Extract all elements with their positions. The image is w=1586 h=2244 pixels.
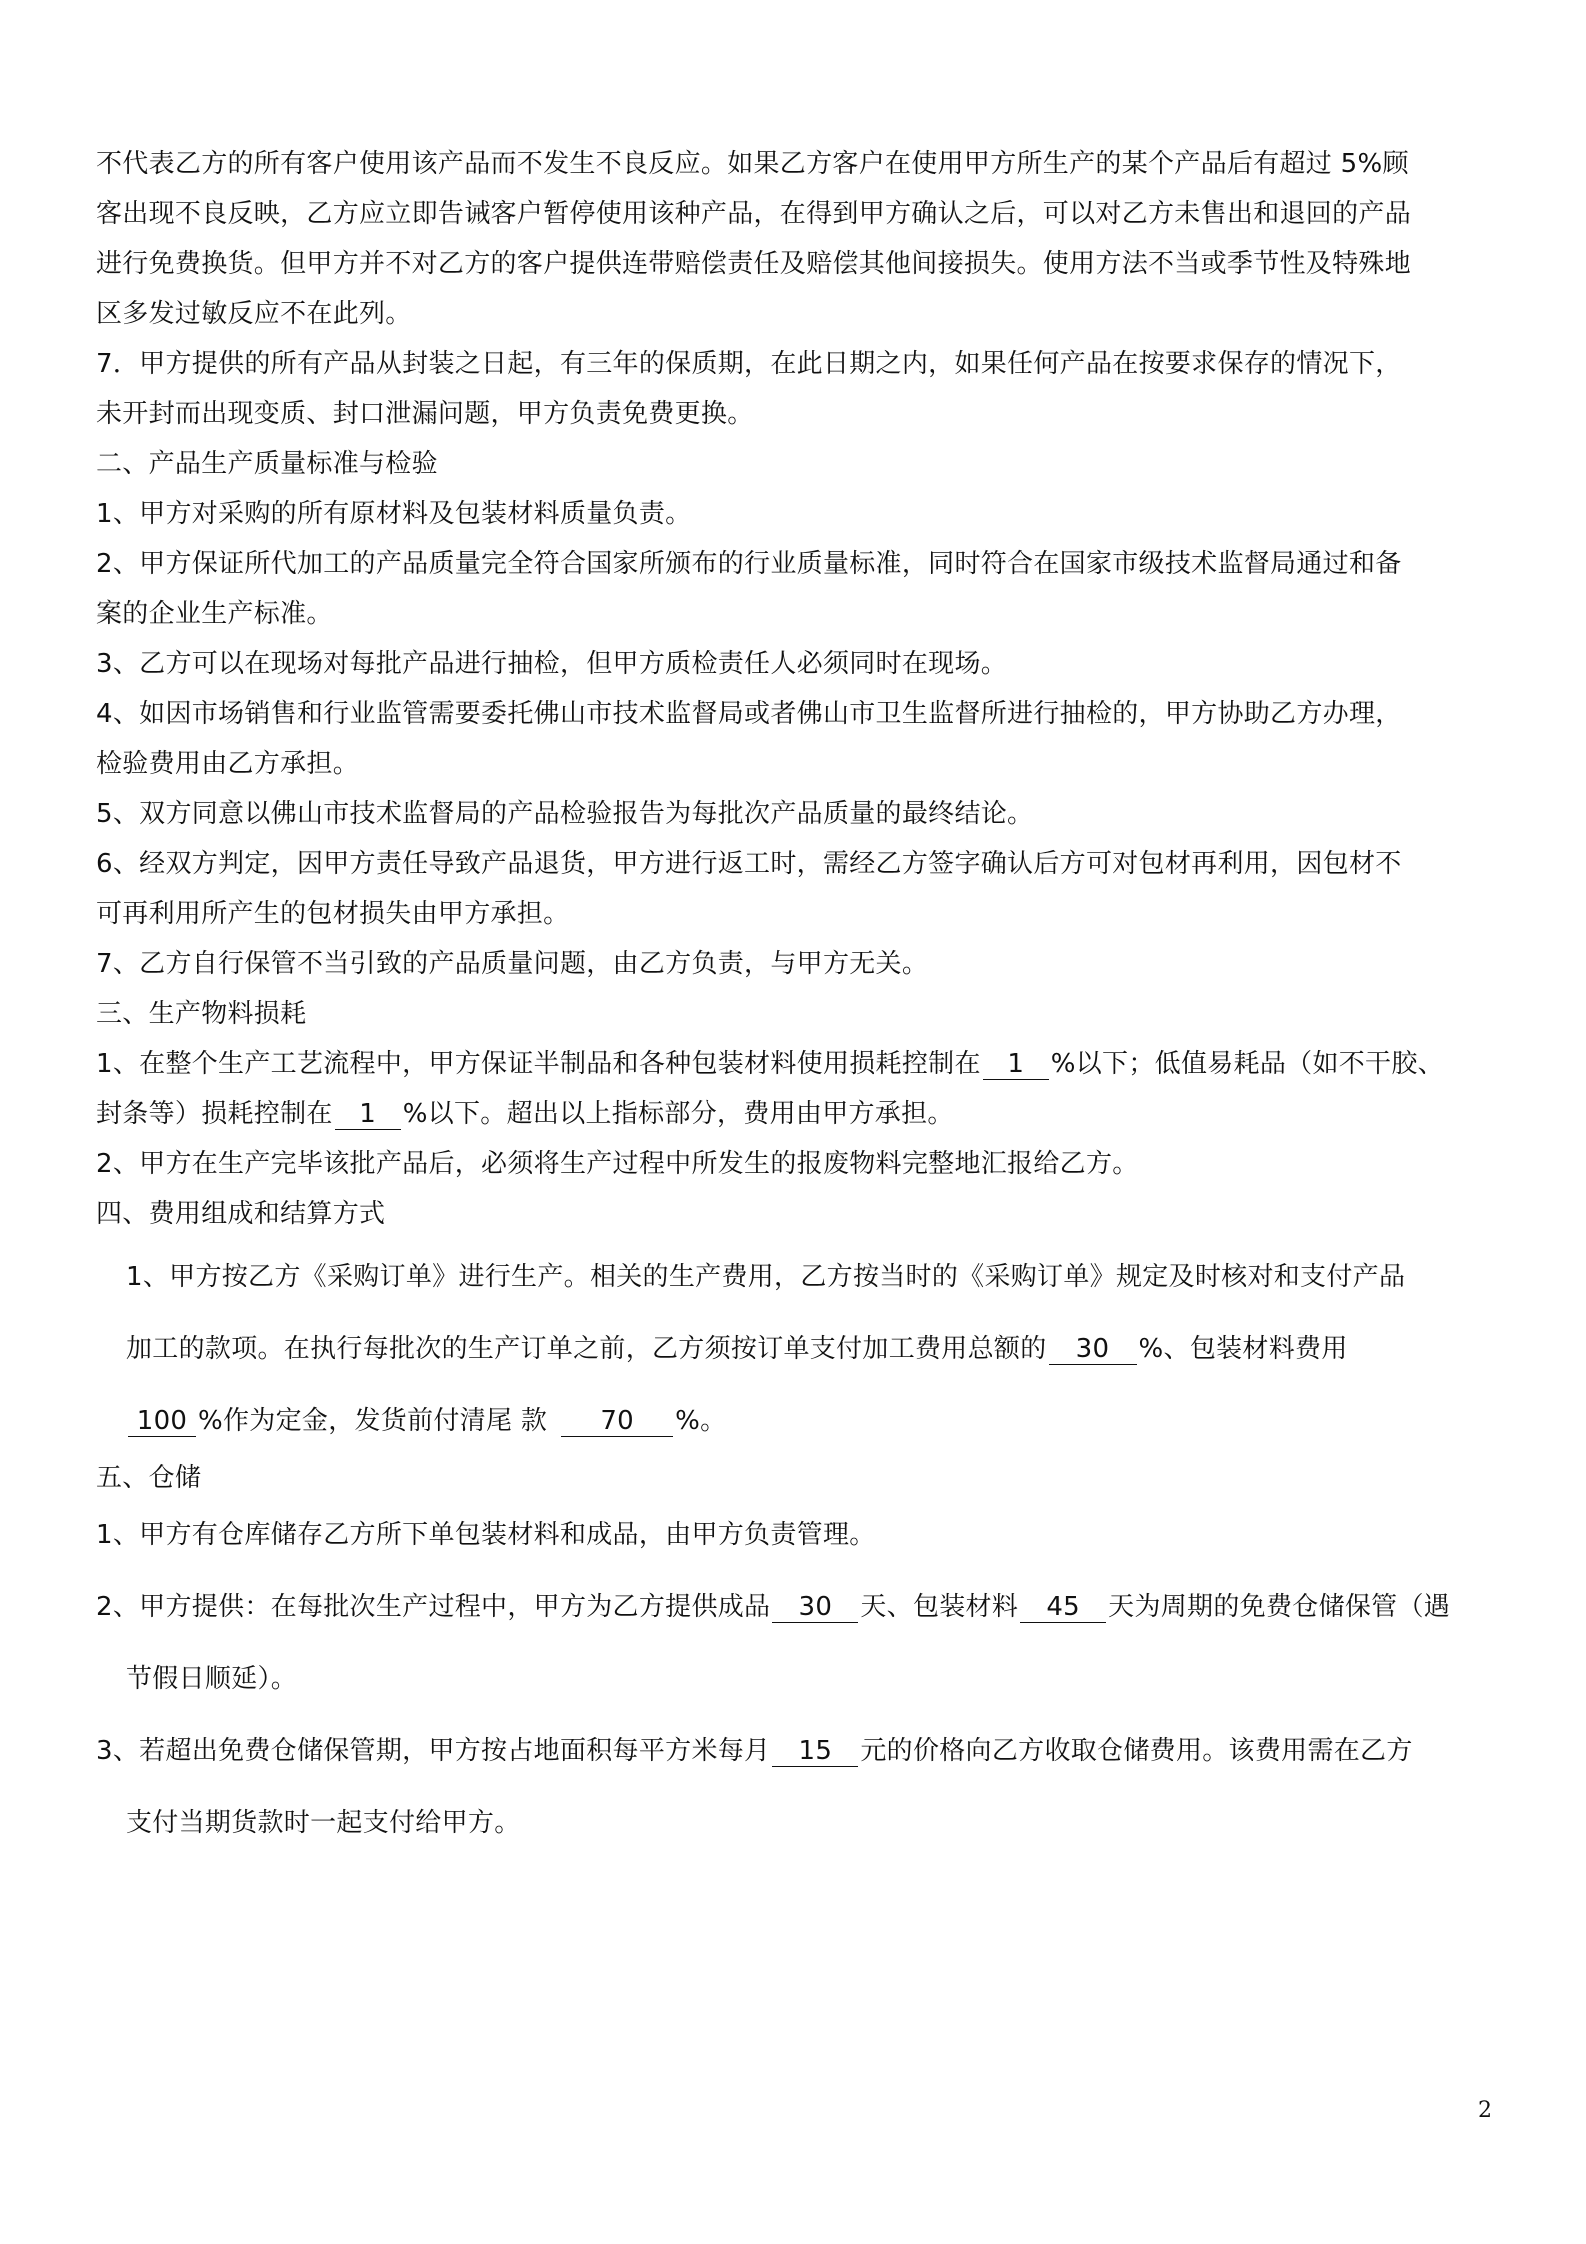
text: %以下。超出以上指标部分，费用由甲方承担。: [402, 1099, 954, 1129]
paragraph-line: 检验费用由乙方承担。: [96, 749, 360, 779]
section-heading: 二、产品生产质量标准与检验: [96, 449, 438, 479]
paragraph-line: 2、甲方保证所代加工的产品质量完全符合国家所颁布的行业质量标准，同时符合在国家市级技术监督局通过和备: [96, 549, 1402, 579]
paragraph-line: 3、乙方可以在现场对每批产品进行抽检，但甲方质检责任人必须同时在现场。: [96, 649, 1008, 679]
filled-blank: 1: [983, 1049, 1049, 1080]
paragraph-line: 1、甲方按乙方《采购订单》进行生产。相关的生产费用，乙方按当时的《采购订单》规定及时核对和支付产品: [126, 1262, 1406, 1292]
paragraph-line: [96, 1733, 1496, 1769]
paragraph-line: 1、甲方有仓库储存乙方所下单包装材料和成品，由甲方负责管理。: [96, 1520, 876, 1550]
text: %。: [675, 1406, 727, 1436]
filled-blank: 70: [561, 1406, 673, 1437]
text: %以下；低值易耗品（如不干胶、: [1050, 1049, 1444, 1079]
paragraph-line: 不代表乙方的所有客户使用该产品而不发生不良反应。如果乙方客户在使用甲方所生产的某个产品后有超过 5%顾: [96, 149, 1409, 179]
text: 天为周期的免费仓储保管（遇: [1108, 1592, 1451, 1622]
paragraph-line: 支付当期货款时一起支付给甲方。: [126, 1808, 521, 1838]
paragraph-line: 4、如因市场销售和行业监管需要委托佛山市技术监督局或者佛山市卫生监督所进行抽检的，甲方协助乙方办理，: [96, 699, 1402, 729]
paragraph-line: 未开封而出现变质、封口泄漏问题，甲方负责免费更换。: [96, 399, 754, 429]
filled-blank: 15: [772, 1736, 858, 1767]
paragraph-line: [126, 1331, 1526, 1367]
text: 封条等）损耗控制在: [96, 1099, 333, 1129]
section-heading: 四、费用组成和结算方式: [96, 1199, 386, 1229]
paragraph-line: 1、甲方对采购的所有原材料及包装材料质量负责。: [96, 499, 692, 529]
text: 天、包装材料: [860, 1592, 1019, 1622]
text: 1、在整个生产工艺流程中，甲方保证半制品和各种包装材料使用损耗控制在: [96, 1049, 981, 1079]
page-number: 2: [1478, 2098, 1493, 2123]
text: 加工的款项。在执行每批次的生产订单之前，乙方须按订单支付加工费用总额的: [126, 1334, 1047, 1364]
text: %作为定金，发货前付清尾 款: [198, 1406, 548, 1436]
paragraph-line: [126, 1403, 1526, 1439]
paragraph-line: 节假日顺延）。: [126, 1664, 298, 1694]
paragraph-line: 区多发过敏反应不在此列。: [96, 299, 412, 329]
filled-blank: 30: [1049, 1334, 1137, 1365]
filled-blank: 100: [128, 1406, 196, 1437]
text: 2、甲方提供：在每批次生产过程中，甲方为乙方提供成品: [96, 1592, 771, 1622]
text: 3、若超出免费仓储保管期，甲方按占地面积每平方米每月: [96, 1736, 771, 1766]
paragraph-line: 案的企业生产标准。: [96, 599, 333, 629]
paragraph-line: 7．甲方提供的所有产品从封装之日起，有三年的保质期，在此日期之内，如果任何产品在按要求保存的情况下，: [96, 349, 1402, 379]
text: 元的价格向乙方收取仓储费用。该费用需在乙方: [860, 1736, 1413, 1766]
section-heading: 五、仓储: [96, 1463, 202, 1493]
paragraph-line: [96, 1589, 1496, 1625]
section-heading: 三、生产物料损耗: [96, 999, 307, 1029]
filled-blank: 1: [335, 1099, 401, 1130]
text: %、包装材料费用: [1138, 1334, 1348, 1364]
paragraph-line: 5、双方同意以佛山市技术监督局的产品检验报告为每批次产品质量的最终结论。: [96, 799, 1034, 829]
paragraph-line: 2、甲方在生产完毕该批产品后，必须将生产过程中所发生的报废物料完整地汇报给乙方。: [96, 1149, 1139, 1179]
filled-blank: 45: [1020, 1592, 1106, 1623]
paragraph-line: 进行免费换货。但甲方并不对乙方的客户提供连带赔偿责任及赔偿其他间接损失。使用方法不当或季节性及特殊地: [96, 249, 1412, 279]
paragraph-line: 6、经双方判定，因甲方责任导致产品退货，甲方进行返工时，需经乙方签字确认后方可对包材再利用，因包材不: [96, 849, 1402, 879]
paragraph-line: 可再利用所产生的包材损失由甲方承担。: [96, 899, 570, 929]
paragraph-line: [96, 1096, 1496, 1132]
filled-blank: 30: [772, 1592, 858, 1623]
paragraph-line: [96, 1046, 1496, 1082]
paragraph-line: 7、乙方自行保管不当引致的产品质量问题，由乙方负责，与甲方无关。: [96, 949, 929, 979]
paragraph-line: 客出现不良反映，乙方应立即告诫客户暂停使用该种产品，在得到甲方确认之后，可以对乙方未售出和退回的产品: [96, 199, 1412, 229]
